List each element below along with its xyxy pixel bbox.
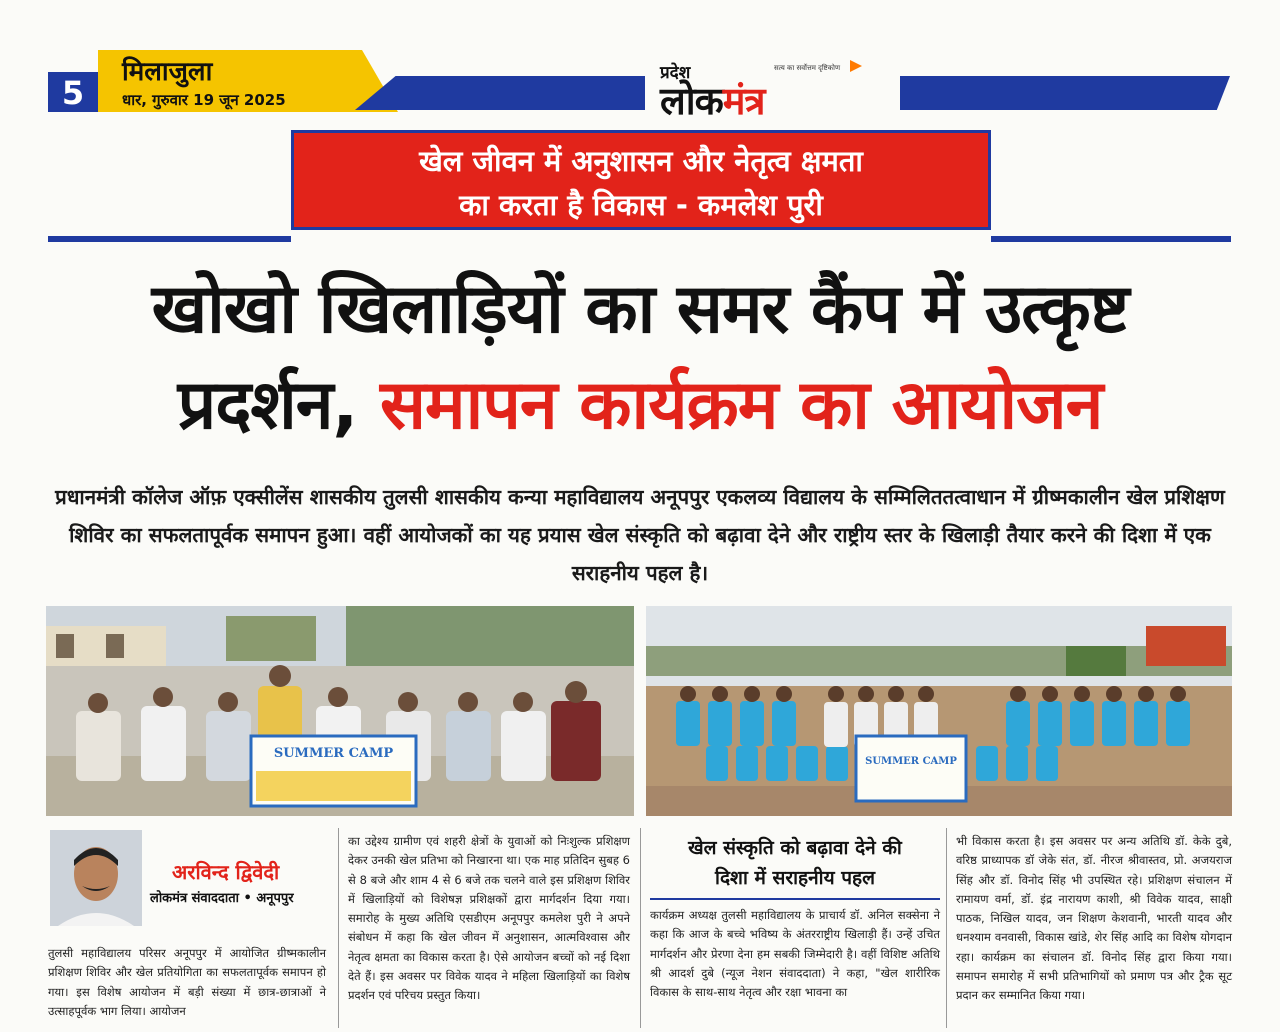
masthead-rule-right: [900, 76, 1230, 110]
article-column-1: तुलसी महाविद्यालय परिसर अनूपपुर में आयोजित ग्रीष्मकालीन प्रशिक्षण शिविर और खेल प्रतियोगिता का सफलतापूर्वक समापन हो गया। इस विशेष आयोजन में बड़ी संख्या में छात्र-छात्राओं ने उत्साहपूर्वक भाग लिया। आयोजन: [48, 946, 326, 1018]
column-divider-3: [946, 828, 947, 1028]
column-divider-2: [640, 828, 641, 1028]
section-title: मिलाजुला: [122, 57, 213, 87]
sub-heading-rule: [650, 898, 940, 900]
sub-heading-line-1: खेल संस्कृति को बढ़ावा देने की: [688, 837, 902, 859]
logo-wordmark: [660, 74, 765, 126]
logo-tagline: सत्य का सर्वोत्तम दृष्टिकोण: [774, 64, 841, 72]
page-number: 5: [48, 72, 98, 112]
masthead-rule-left: [355, 76, 645, 110]
kicker-line-1: खेल जीवन में अनुशासन और नेतृत्व क्षमता: [419, 144, 863, 178]
reporter-role: लोकमंत्र संवाददाता • अनूपपुर: [150, 891, 294, 906]
column-divider-1: [338, 828, 339, 1028]
photo-dignitaries: [46, 606, 634, 816]
kicker-box: [291, 130, 991, 230]
photo-dignitaries-image: [46, 606, 634, 816]
lead-paragraph: प्रधानमंत्री कॉलेज ऑफ़ एक्सीलेंस शासकीय तुलसी शासकीय कन्या महाविद्यालय अनूपपुर एकलव्य विद्यालय के सम्मिलिततत्वाधान में ग्रीष्मकालीन खेल प्रशिक्षण शिविर का सफलतापूर्वक समापन हुआ। वहीं आयोजकों का यह प्रयास खेल संस्कृति को बढ़ावा देने और राष्ट्रीय स्तर के खिलाड़ी तैयार करने की दिशा में एक सराहनीय पहल है।: [55, 485, 1225, 585]
article-column-3: कार्यक्रम अध्यक्ष तुलसी महाविद्यालय के प्राचार्य डॉ. अनिल सक्सेना ने कहा कि आज के बच्चे भविष्य के अंतरराष्ट्रीय खिलाड़ी हैं। उन्हें उचित मार्गदर्शन और प्रेरणा देना हम सबकी जिम्मेदारी है। वहीं विशिष्ट अतिथि श्री आदर्श दुबे (न्यूज नेशन संवाददाता) ने कहा, "खेल शारीरिक विकास के साथ-साथ नेतृत्व और रक्षा भावना का: [650, 908, 940, 1000]
kicker-rule-right: [991, 236, 1231, 242]
sub-heading-line-2: दिशा में सराहनीय पहल: [715, 867, 875, 889]
headline-line-2-black: प्रदर्शन,: [177, 366, 380, 445]
headline-line-1: खोखो खिलाड़ियों का समर कैंप में उत्कृष्ट: [151, 270, 1129, 349]
headline: [40, 262, 1240, 454]
article-column-4: भी विकास करता है। इस अवसर पर अन्य अतिथि डॉ. केके दुबे, वरिष्ठ प्राध्यापक डॉ जेके संत, डॉ. नीरज श्रीवास्तव, प्रो. अजयराज सिंह और डॉ. विनोद सिंह भी उपस्थित रहे। प्रशिक्षण संचालन में रामायण वर्मा, डॉ. इंद्र नारायण काशी, श्री विवेक यादव, साक्षी पाठक, निखिल यादव, जन शिक्षण केशवानी, भारती यादव और धनश्याम वनवासी, विकास खांडे, शेर सिंह आदि का विशेष योगदान रहा। कार्यक्रम का संचालन डॉ. विनोद सिंह द्वारा किया गया। समापन समारोह में सभी प्रतिभागियों को प्रमाण पत्र और ट्रैक सूट प्रदान कर सम्मानित किया गया।: [956, 834, 1232, 1003]
reporter-name: अरविन्द द्विवेदी: [172, 860, 280, 884]
sub-heading: [650, 833, 940, 893]
logo-prefix: प्रदेश: [660, 63, 691, 83]
photo-left-banner-title: SUMMER CAMP: [273, 746, 394, 761]
logo-main-b: मंत्र: [722, 79, 765, 123]
flag-icon: [850, 60, 862, 72]
reporter-portrait: [50, 830, 142, 926]
kicker-rule-left: [48, 236, 291, 242]
logo-main-a: लोक: [660, 79, 723, 123]
photo-right-banner-title: SUMMER CAMP: [865, 756, 957, 767]
article-column-2: का उद्देश्य ग्रामीण एवं शहरी क्षेत्रों के युवाओं को निःशुल्क प्रशिक्षण देकर उनकी खेल प्रतिभा को निखारना था। एक माह प्रतिदिन सुबह 6 से 8 बजे और शाम 4 से 6 बजे तक चलने वाले इस प्रशिक्षण शिविर में खिलाड़ियों को विशेषज्ञ प्रशिक्षकों द्वारा मार्गदर्शन दिया गया। समारोह के मुख्य अतिथि एसडीएम अनूपपुर कमलेश पुरी ने अपने संबोधन में कहा कि खेल जीवन में अनुशासन, आत्मविश्वास और नेतृत्व क्षमता का विकास करता है। ऐसे आयोजन बच्चों को नई दिशा देते हैं। इस अवसर पर विवेक यादव ने महिला खिलाड़ियों का विशेष प्रदर्शन एवं परिचय प्रस्तुत किया।: [348, 834, 630, 1003]
photo-team-image: [646, 606, 1232, 816]
headline-line-2: [40, 358, 1240, 454]
kicker-line-2: का करता है विकास - कमलेश पुरी: [459, 188, 823, 222]
reporter-photo: [50, 830, 142, 926]
photo-team: [646, 606, 1232, 816]
headline-line-2-red: समापन कार्यक्रम का आयोजन: [379, 366, 1103, 445]
dateline: धार, गुरुवार 19 जून 2025: [122, 91, 286, 109]
newspaper-logo: [656, 60, 876, 126]
